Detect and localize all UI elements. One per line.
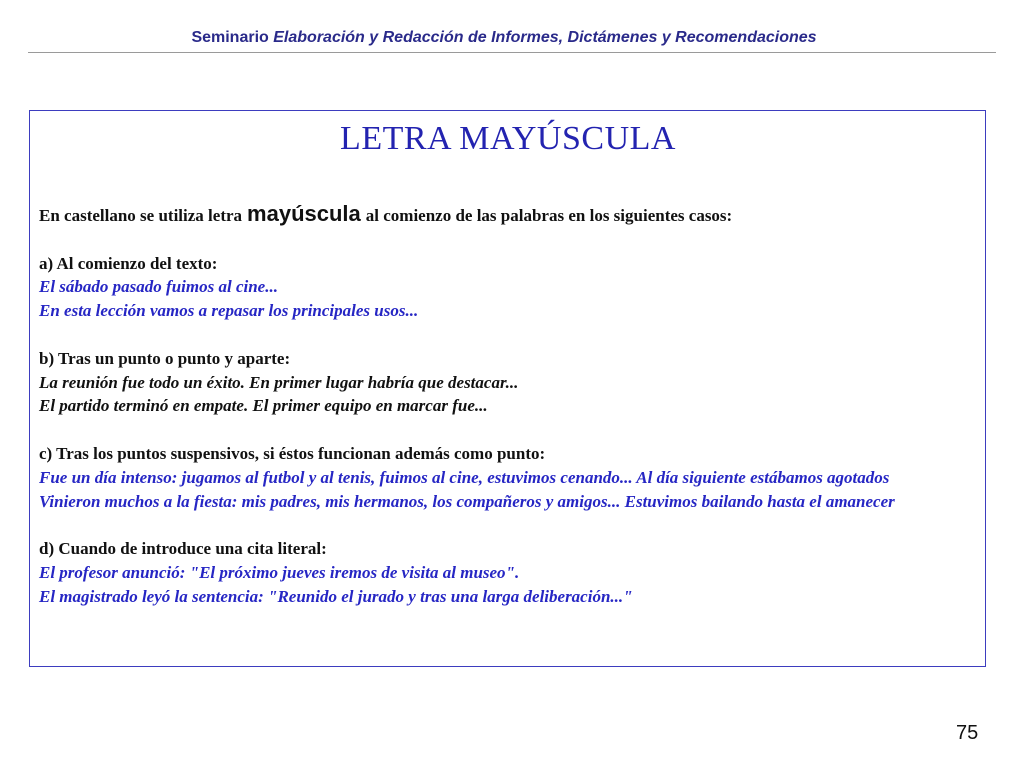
intro-paragraph [39,202,976,228]
header-subtitle: Elaboración y Redacción de Informes, Dictámenes y Recomendaciones [273,29,817,46]
intro-emphasis: mayúscula [247,201,361,226]
slide-title: LETRA MAYÚSCULA [340,120,676,157]
page-number: 75 [956,722,979,744]
section-c-heading: c) Tras los puntos suspensivos, si éstos funcionan además como punto: [39,443,546,463]
section-a-heading: a) Al comienzo del texto: [39,253,218,273]
section-a-example-2: En esta lección vamos a repasar los principales usos... [39,301,419,321]
spacer [39,323,976,347]
section-d-example-1: El profesor anunció: "El próximo jueves iremos de visita al museo". [39,562,520,582]
intro-after: al comienzo de las palabras en los siguientes casos: [365,206,733,225]
header-prefix: Seminario [191,29,269,46]
intro-before: En castellano se utiliza letra [39,206,243,225]
spacer [39,513,976,537]
section-d-heading: d) Cuando de introduce una cita literal: [39,539,327,559]
spacer [39,228,976,252]
spacer [39,418,976,442]
section-c-example-2: Vinieron muchos a la fiesta: mis padres, mis hermanos, los compañeros y amigos... Estuvimos bailando hasta el amanecer [39,491,895,511]
slide-header [0,29,1008,47]
header-divider [28,52,996,53]
slide-content [39,202,976,609]
section-a-example-1: El sábado pasado fuimos al cine... [39,277,278,297]
section-b-example-2: El partido terminó en empate. El primer equipo en marcar fue... [39,396,488,416]
section-b-heading: b) Tras un punto o punto y aparte: [39,348,291,368]
section-b-example-1: La reunión fue todo un éxito. En primer lugar habría que destacar... [39,372,519,392]
section-d-example-2: El magistrado leyó la sentencia: "Reunido el jurado y tras una larga deliberación..." [39,586,633,606]
section-c-example-1: Fue un día intenso: jugamos al futbol y al tenis, fuimos al cine, estuvimos cenando... Al día siguiente estábamos agotados [39,467,890,487]
